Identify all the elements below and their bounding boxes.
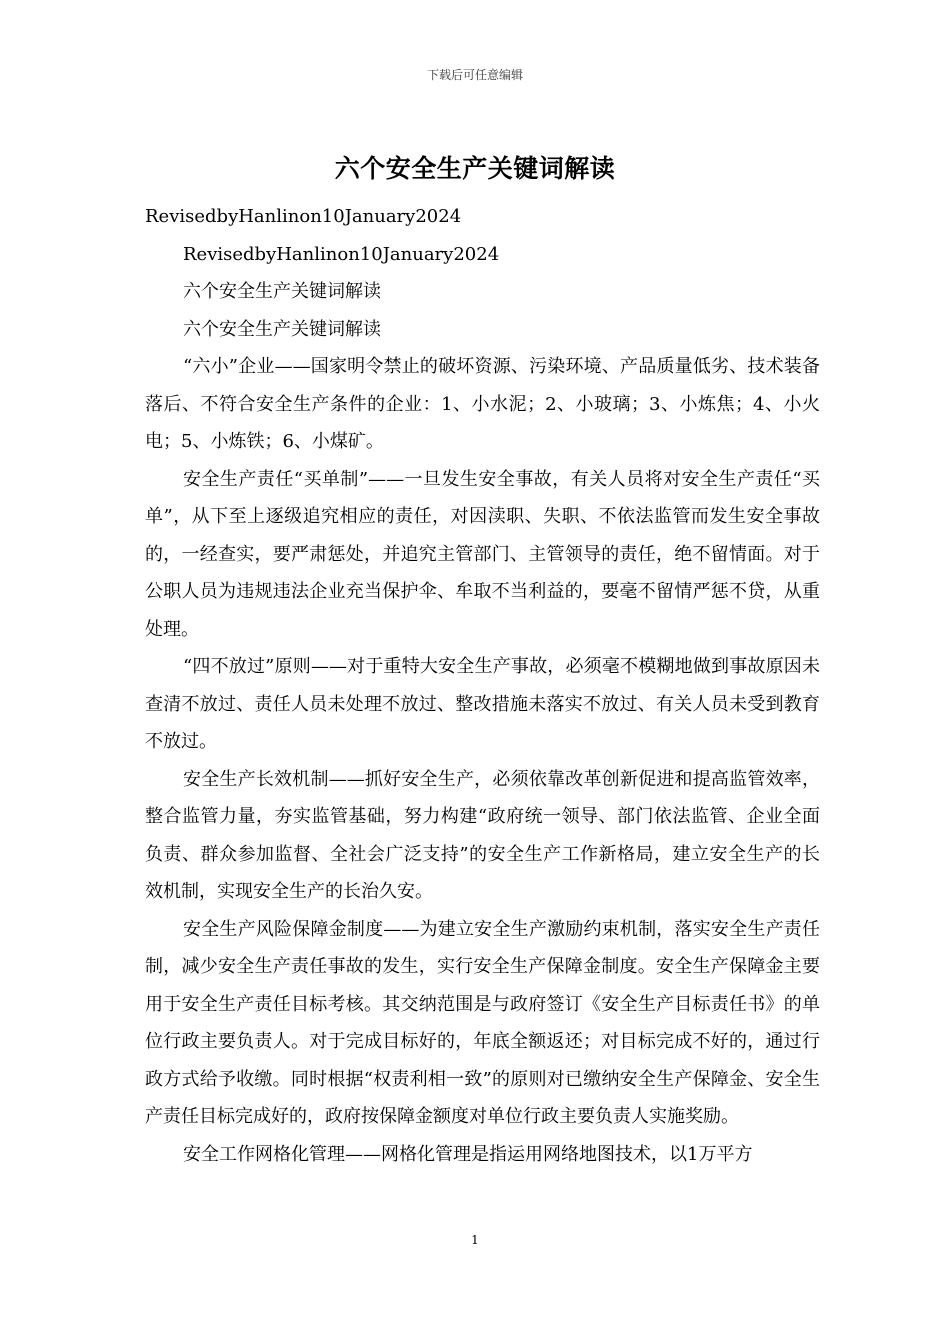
document-title: 六个安全生产关键词解读 [334,154,616,183]
page-number: 1 [471,1233,479,1247]
header-note: 下载后可任意编辑 [426,68,523,82]
paragraph: 六个安全生产关键词解读 [183,281,381,302]
paragraph: 六个安全生产关键词解读 [183,318,381,340]
paragraph: RevisedbyHanlinon10January2024 [145,206,462,227]
paragraph: 安全生产责任“买单制”——一旦发生安全事故，有关人员将对安全生产责任“买单”，从下至上逐级追究相应的责任，对因渎职、失职、不依法监管而发生安全事故的，一经查实，要严肃惩处，并追究主管部门、主管领导的责任，绝不留情面。对于公职人员为违规违法企业充当保护伞、牟取不当利益的，要毫不留情严惩不贷，从重处理。 [145,468,820,640]
paragraph: “六小”企业——国家明令禁止的破坏资源、污染环境、产品质量低劣、技术装备落后、不符合安全生产条件的企业：1、小水泥；2、小玻璃；3、小炼焦；4、小火电；5、小炼铁；6、小煤矿。 [145,356,820,452]
document-body [145,198,820,1173]
paragraph: 安全生产风险保障金制度——为建立安全生产激励约束机制，落实安全生产责任制，减少安全生产责任事故的发生，实行安全生产保障金制度。安全生产保障金主要用于安全生产责任目标考核。其交纳范围是与政府签订《安全生产目标责任书》的单位行政主要负责人。对于完成目标好的，年底全额返还；对目标完成不好的，通过行政方式给予收缴。同时根据“权责利相一致”的原则对已缴纳安全生产保障金、安全生产责任目标完成好的，政府按保障金额度对单位行政主要负责人实施奖励。 [145,918,820,1127]
paragraph: “四不放过”原则——对于重特大安全生产事故，必须毫不模糊地做到事故原因未查清不放过、责任人员未处理不放过、整改措施未落实不放过、有关人员未受到教育不放过。 [145,656,820,752]
paragraph: 安全生产长效机制——抓好安全生产，必须依靠改革创新促进和提高监管效率，整合监管力量，夯实监管基础，努力构建“政府统一领导、部门依法监管、企业全面负责、群众参加监督、全社会广泛支持”的安全生产工作新格局，建立安全生产的长效机制，实现安全生产的长治久安。 [145,768,820,902]
paragraph: 安全工作网格化管理——网格化管理是指运用网络地图技术，以1万平方 [183,1143,753,1165]
paragraph: RevisedbyHanlinon10January2024 [183,243,500,265]
